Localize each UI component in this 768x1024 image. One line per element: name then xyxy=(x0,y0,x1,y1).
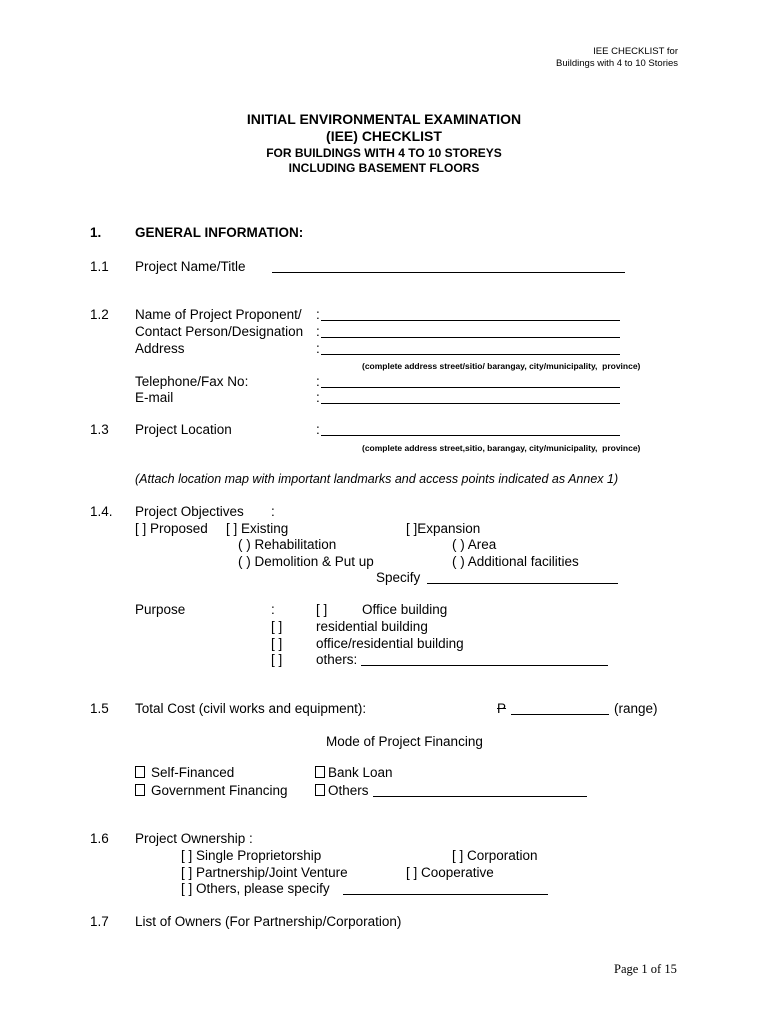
purpose-office-residential-label: office/residential building xyxy=(316,636,464,651)
location-colon: : xyxy=(316,422,320,437)
specify-field[interactable] xyxy=(427,583,618,584)
telephone-field[interactable] xyxy=(321,387,620,388)
self-financed-checkbox[interactable] xyxy=(135,766,145,778)
proponent-label: Name of Project Proponent/ xyxy=(135,307,302,322)
purpose-residential-label: residential building xyxy=(316,619,428,634)
contact-colon: : xyxy=(316,324,320,339)
location-label: Project Location xyxy=(135,422,232,437)
proponent-colon: : xyxy=(316,307,320,322)
ownership-others-field[interactable] xyxy=(343,894,548,895)
purpose-others-field[interactable] xyxy=(361,665,608,666)
location-field[interactable] xyxy=(321,435,620,436)
header-line-1: IEE CHECKLIST for xyxy=(593,46,678,57)
contact-field[interactable] xyxy=(321,337,620,338)
financing-self[interactable] xyxy=(135,765,234,780)
financing-others[interactable] xyxy=(315,783,369,798)
contact-label: Contact Person/Designation xyxy=(135,324,304,339)
purpose-office-label: Office building xyxy=(362,602,448,617)
others-financing-label: Others xyxy=(328,783,369,798)
financing-bank[interactable] xyxy=(315,765,393,780)
email-label: E-mail xyxy=(135,390,174,405)
attach-map-note: (Attach location map with important landmarks and access points indicated as Annex 1) xyxy=(135,472,619,486)
government-financing-label: Government Financing xyxy=(151,783,288,798)
section-heading: GENERAL INFORMATION: xyxy=(135,225,304,240)
location-note: (complete address street,sitio, barangay, city/municipality, province) xyxy=(362,443,641,453)
purpose-colon: : xyxy=(271,602,275,617)
item-number-1-3: 1.3 xyxy=(90,422,109,437)
item-number-1-2: 1.2 xyxy=(90,307,109,322)
range-label: (range) xyxy=(614,701,658,716)
objective-demolition[interactable]: ( ) Demolition & Put up xyxy=(238,554,374,569)
address-field[interactable] xyxy=(321,354,620,355)
financing-mode-heading: Mode of Project Financing xyxy=(326,734,483,749)
project-name-field[interactable] xyxy=(272,272,625,273)
address-colon: : xyxy=(316,341,320,356)
objective-area[interactable]: ( ) Area xyxy=(452,537,497,552)
page-number: Page 1 of 15 xyxy=(614,962,677,976)
specify-label: Specify xyxy=(376,570,421,585)
government-financing-checkbox[interactable] xyxy=(135,784,145,796)
purpose-office-residential-checkbox[interactable]: [ ] xyxy=(271,636,283,651)
objectives-label: Project Objectives xyxy=(135,504,244,519)
ownership-partnership[interactable]: [ ] Partnership/Joint Venture xyxy=(181,865,348,880)
owners-list-label: List of Owners (For Partnership/Corporation) xyxy=(135,914,402,929)
purpose-office-checkbox[interactable]: [ ] xyxy=(316,602,328,617)
ownership-cooperative[interactable]: [ ] Cooperative xyxy=(406,865,494,880)
ownership-corporation[interactable]: [ ] Corporation xyxy=(452,848,538,863)
objective-expansion[interactable]: [ ]Expansion xyxy=(406,521,481,536)
purpose-others-checkbox[interactable]: [ ] xyxy=(271,652,283,667)
document-title-line-1: INITIAL ENVIRONMENTAL EXAMINATION xyxy=(246,111,522,127)
objective-proposed[interactable]: [ ] Proposed xyxy=(135,521,208,536)
objective-rehabilitation[interactable]: ( ) Rehabilitation xyxy=(238,537,337,552)
document-title-line-2: (IEE) CHECKLIST xyxy=(326,128,442,144)
others-financing-field[interactable] xyxy=(373,796,587,797)
item-number-1-6: 1.6 xyxy=(90,831,109,846)
item-number-1-5: 1.5 xyxy=(90,701,109,716)
email-field[interactable] xyxy=(321,403,620,404)
purpose-others-label: others: xyxy=(316,652,358,667)
document-subtitle-line-2: INCLUDING BASEMENT FLOORS xyxy=(288,161,480,175)
objectives-colon: : xyxy=(271,504,275,519)
objective-existing[interactable]: [ ] Existing xyxy=(226,521,289,536)
proponent-field[interactable] xyxy=(321,320,620,321)
telephone-label: Telephone/Fax No: xyxy=(135,374,249,389)
others-financing-checkbox[interactable] xyxy=(315,784,325,796)
self-financed-label: Self-Financed xyxy=(151,765,235,780)
item-number-1-7: 1.7 xyxy=(90,914,109,929)
objective-additional-facilities[interactable]: ( ) Additional facilities xyxy=(452,554,579,569)
address-label: Address xyxy=(135,341,185,356)
address-note: (complete address street/sitio/ barangay, city/municipality, province) xyxy=(362,361,641,371)
total-cost-field[interactable] xyxy=(511,714,609,715)
email-colon: : xyxy=(316,390,320,405)
financing-government[interactable] xyxy=(135,783,288,798)
item-number-1-1: 1.1 xyxy=(90,259,109,274)
purpose-label: Purpose xyxy=(135,602,186,617)
header-line-2: Buildings with 4 to 10 Stories xyxy=(556,58,678,69)
ownership-others[interactable]: [ ] Others, please specify xyxy=(181,881,330,896)
section-number: 1. xyxy=(90,225,102,240)
ownership-single-proprietorship[interactable]: [ ] Single Proprietorship xyxy=(181,848,322,863)
purpose-residential-checkbox[interactable]: [ ] xyxy=(271,619,283,634)
total-cost-label: Total Cost (civil works and equipment): xyxy=(135,701,367,716)
project-name-label: Project Name/Title xyxy=(135,259,246,274)
ownership-label: Project Ownership : xyxy=(135,831,253,846)
bank-loan-label: Bank Loan xyxy=(328,765,393,780)
peso-sign: P xyxy=(497,701,507,716)
item-number-1-4: 1.4. xyxy=(90,504,113,519)
telephone-colon: : xyxy=(316,374,320,389)
document-subtitle-line-1: FOR BUILDINGS WITH 4 TO 10 STOREYS xyxy=(266,146,502,160)
bank-loan-checkbox[interactable] xyxy=(315,766,325,778)
